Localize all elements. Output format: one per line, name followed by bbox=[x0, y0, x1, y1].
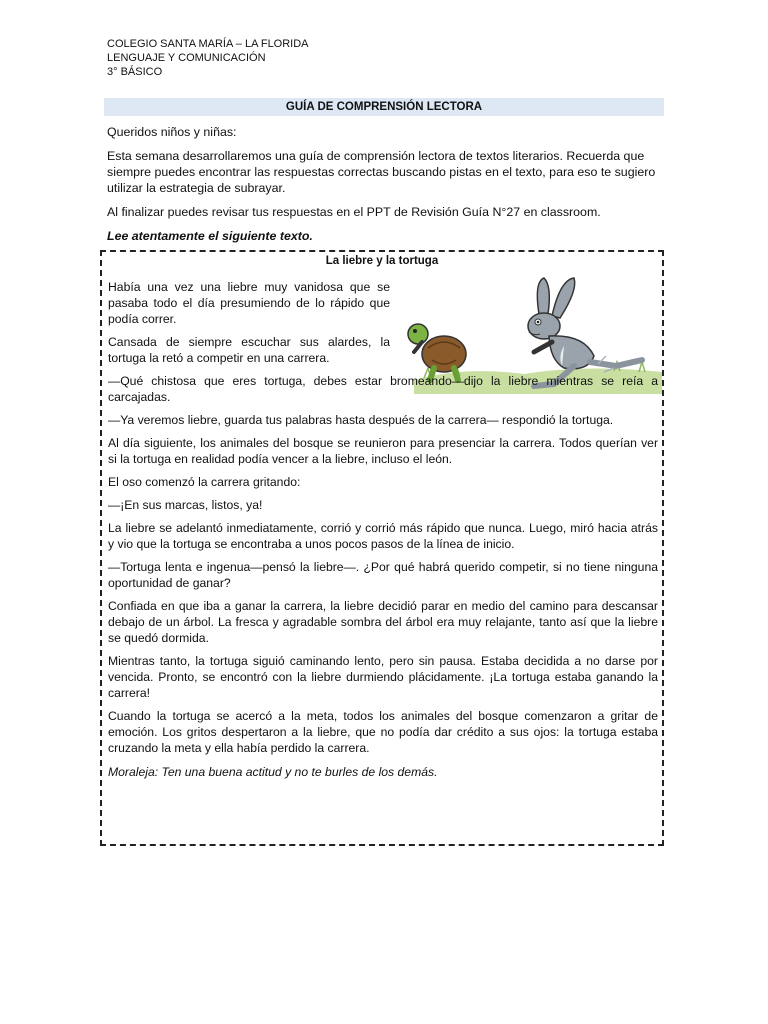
intro-section bbox=[107, 124, 663, 252]
story-paragraph: Al día siguiente, los animales del bosque se reunieron para presenciar la carrera. Todos querían ver si la tortuga en realidad podía vencer a la liebre, incluso el león. bbox=[108, 436, 658, 466]
grade-level: 3° BÁSICO bbox=[107, 66, 163, 78]
story-paragraph: Cansada de siempre escuchar sus alardes, la tortuga la retó a competir en una carrera. bbox=[108, 335, 390, 365]
document-header bbox=[107, 37, 309, 79]
story-paragraph: —Tortuga lenta e ingenua—pensó la liebre—. ¿Por qué habrá querido competir, si no tiene ninguna oportunidad de ganar? bbox=[108, 560, 658, 590]
story-paragraph: El oso comenzó la carrera gritando: bbox=[108, 475, 301, 489]
story-moral: Moraleja: Ten una buena actitud y no te burles de los demás. bbox=[108, 765, 438, 779]
story-title: La liebre y la tortuga bbox=[325, 255, 439, 267]
subject-name: LENGUAJE Y COMUNICACIÓN bbox=[107, 52, 266, 64]
intro-paragraph-1: Esta semana desarrollaremos una guía de comprensión lectora de textos literarios. Recuerda que siempre puedes encontrar las respuestas correctas buscando pistas en el texto, para eso te sugiero utilizar la estrategia de subrayar. bbox=[107, 149, 656, 195]
story-paragraph: Confiada en que iba a ganar la carrera, la liebre decidió parar en medio del camino para descansar debajo de un árbol. La fresca y agradable sombra del árbol era muy relajante, tanto así que la liebre se quedó dormida. bbox=[108, 599, 658, 645]
story-paragraph: Había una vez una liebre muy vanidosa que se pasaba todo el día presumiendo de lo rápido que podía correr. bbox=[108, 280, 390, 326]
reading-instruction: Lee atentamente el siguiente texto. bbox=[107, 229, 313, 243]
story-body bbox=[108, 279, 658, 787]
story-box bbox=[100, 250, 664, 846]
greeting: Queridos niños y niñas: bbox=[107, 125, 237, 139]
guide-title: GUÍA DE COMPRENSIÓN LECTORA bbox=[104, 98, 664, 116]
story-paragraph: —Qué chistosa que eres tortuga, debes estar bromeando—dijo la liebre mientras se reía a carcajadas. bbox=[108, 374, 658, 404]
story-paragraph: Mientras tanto, la tortuga siguió caminando lento, pero sin pausa. Estaba decidida a no darse por vencida. Pronto, se encontró con la liebre durmiendo plácidamente. ¡La tortuga estaba ganando la carrera! bbox=[108, 654, 658, 700]
story-paragraph: —¡En sus marcas, listos, ya! bbox=[108, 498, 263, 512]
story-paragraph: Cuando la tortuga se acercó a la meta, todos los animales del bosque comenzaron a gritar de emoción. Los gritos despertaron a la liebre, que no podía dar crédito a sus ojos: la tortuga estaba cruzando la meta y ella había perdido la carrera. bbox=[108, 709, 658, 755]
story-paragraph: La liebre se adelantó inmediatamente, corrió y corrió más rápido que nunca. Luego, miró hacia atrás y vio que la tortuga se encontraba a unos pocos pasos de la línea de inicio. bbox=[108, 521, 658, 551]
story-paragraph: —Ya veremos liebre, guarda tus palabras hasta después de la carrera— respondió la tortuga. bbox=[108, 413, 614, 427]
school-name: COLEGIO SANTA MARÍA – LA FLORIDA bbox=[107, 38, 309, 50]
intro-paragraph-2: Al finalizar puedes revisar tus respuestas en el PPT de Revisión Guía N°27 en classroom. bbox=[107, 205, 601, 219]
